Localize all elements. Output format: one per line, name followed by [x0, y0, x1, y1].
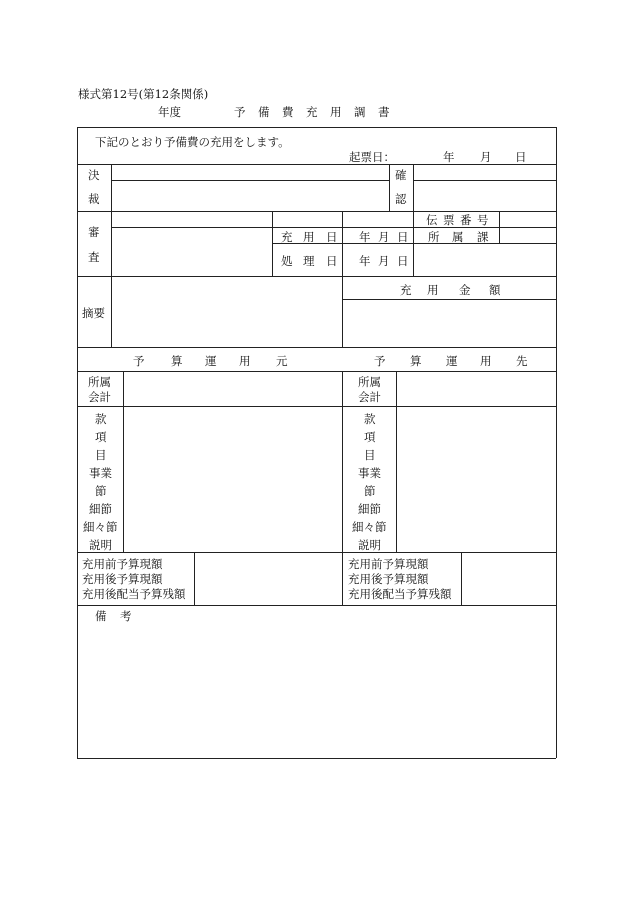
cat-saisetsu-right: 細節	[358, 502, 381, 516]
row-line	[413, 180, 556, 181]
amount-2: 用	[427, 283, 439, 297]
row-line	[111, 227, 556, 228]
approp-date-3: 日	[326, 230, 338, 244]
proc-date-3: 日	[326, 254, 338, 268]
budget-before-right: 充用前予算現額	[348, 557, 429, 571]
budget-remain-right: 充用後配当予算残額	[348, 587, 452, 601]
cat-kou-right: 項	[364, 430, 376, 444]
cat-kou-left: 項	[95, 430, 107, 444]
review-1: 審	[88, 225, 100, 239]
col-line	[389, 164, 390, 211]
proc-year: 年	[359, 254, 371, 268]
col-line	[413, 211, 414, 276]
review-2: 査	[88, 250, 100, 264]
cat-setsu-left: 節	[95, 484, 107, 498]
date-year: 年	[443, 150, 455, 164]
remarks-2: 考	[120, 609, 132, 623]
confirm-1: 確	[395, 168, 407, 182]
col-line	[111, 164, 112, 276]
col-line	[123, 371, 124, 552]
approp-month: 月	[378, 230, 390, 244]
cat-jigyou-left: 事業	[89, 466, 112, 480]
doc-title-4: 充	[306, 105, 318, 119]
dest-5: 先	[516, 354, 528, 368]
dest-1: 予	[374, 354, 386, 368]
row-line	[272, 243, 556, 244]
cat-setsumei-left: 説明	[89, 538, 112, 552]
cat-kan-right: 款	[364, 412, 376, 426]
doc-title-6: 調	[354, 105, 366, 119]
proc-date-2: 理	[303, 254, 315, 268]
dept-3: 課	[477, 230, 489, 244]
doc-title-7: 書	[378, 105, 390, 119]
dest-4: 用	[480, 354, 492, 368]
account-1-right: 所属	[358, 375, 381, 389]
budget-after-right: 充用後予算現額	[348, 572, 429, 586]
cat-moku-right: 目	[364, 448, 376, 462]
date-month: 月	[480, 150, 492, 164]
approp-date-2: 用	[303, 230, 315, 244]
dest-2: 算	[410, 354, 422, 368]
row-line	[77, 276, 556, 277]
row-line	[342, 299, 556, 300]
col-line	[342, 371, 343, 605]
form-number: 様式第12号(第12条関係)	[78, 87, 209, 101]
amount-1: 充	[400, 283, 412, 297]
budget-before-left: 充用前予算現額	[82, 557, 163, 571]
row-line	[77, 552, 556, 553]
slip-no-4: 号	[477, 213, 489, 227]
doc-title-1: 予	[234, 105, 246, 119]
col-line	[111, 276, 112, 347]
slip-no-1: 伝	[426, 213, 438, 227]
cat-kan-left: 款	[95, 412, 107, 426]
approp-year: 年	[359, 230, 371, 244]
slip-no-3: 番	[460, 213, 472, 227]
col-line	[272, 211, 273, 276]
slip-no-2: 票	[443, 213, 455, 227]
remarks-1: 備	[95, 609, 107, 623]
amount-4: 額	[489, 283, 501, 297]
cat-moku-left: 目	[95, 448, 107, 462]
row-line	[111, 180, 389, 181]
source-5: 元	[276, 354, 288, 368]
account-1-left: 所属	[88, 375, 111, 389]
date-label: 起票日：	[349, 150, 395, 164]
cat-setsu-right: 節	[364, 484, 376, 498]
approval-1: 決	[88, 168, 100, 182]
dept-1: 所	[428, 230, 440, 244]
proc-month: 月	[378, 254, 390, 268]
summary-label: 摘要	[82, 306, 105, 320]
source-1: 予	[133, 354, 145, 368]
doc-title-2: 備	[258, 105, 270, 119]
doc-title-3: 費	[282, 105, 294, 119]
approp-date-1: 充	[281, 230, 293, 244]
border-right	[556, 127, 557, 758]
cat-saisaisetsu-right: 細々節	[352, 520, 387, 534]
row-line	[77, 605, 556, 606]
cat-saisaisetsu-left: 細々節	[83, 520, 118, 534]
budget-remain-left: 充用後配当予算残額	[82, 587, 186, 601]
border-left	[77, 127, 78, 758]
proc-day: 日	[397, 254, 409, 268]
border-top	[77, 127, 556, 128]
col-line	[342, 211, 343, 348]
confirm-2: 認	[395, 192, 407, 206]
row-line	[77, 371, 556, 372]
col-line	[413, 164, 414, 211]
col-line	[499, 211, 500, 243]
dept-2: 属	[452, 230, 464, 244]
cat-jigyou-right: 事業	[358, 466, 381, 480]
dest-3: 運	[446, 354, 458, 368]
col-line	[396, 371, 397, 552]
cat-setsumei-right: 説明	[358, 538, 381, 552]
row-line	[77, 347, 556, 348]
source-3: 運	[205, 354, 217, 368]
account-2-right: 会計	[358, 390, 381, 404]
proc-date-1: 処	[281, 254, 293, 268]
account-2-left: 会計	[88, 390, 111, 404]
col-line	[461, 552, 462, 605]
intro-text: 下記のとおり予備費の充用をします。	[95, 135, 290, 149]
fiscal-year-label: 年度	[158, 105, 181, 119]
border-bottom	[77, 758, 556, 759]
amount-3: 金	[459, 283, 471, 297]
budget-after-left: 充用後予算現額	[82, 572, 163, 586]
row-line	[77, 406, 556, 407]
doc-title-5: 用	[330, 105, 342, 119]
approval-2: 裁	[88, 192, 100, 206]
cat-saisetsu-left: 細節	[89, 502, 112, 516]
col-line	[194, 552, 195, 605]
approp-day: 日	[397, 230, 409, 244]
source-4: 用	[239, 354, 251, 368]
source-2: 算	[171, 354, 183, 368]
date-day: 日	[515, 150, 527, 164]
